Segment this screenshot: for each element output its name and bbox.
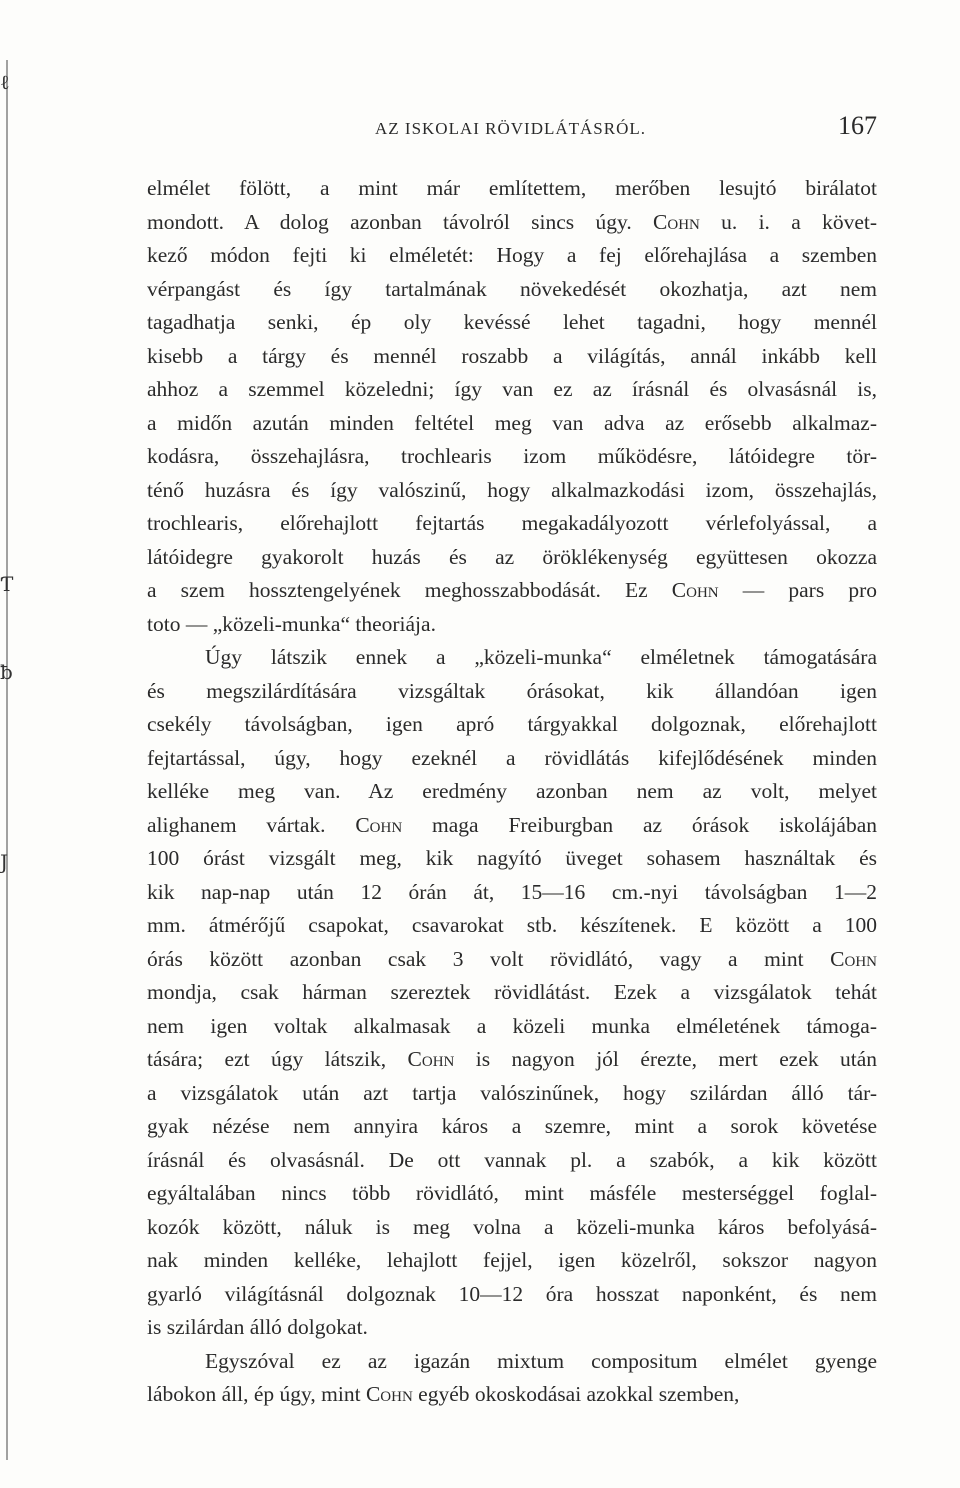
- text-line: Úgy látszik ennek a „közeli-munka“ elméletnek támogatására: [205, 645, 877, 669]
- page-edge-shadow: [6, 60, 8, 1460]
- text-line: gyarló világításnál dolgoznak 10—12 óra hosszat naponként, és nem: [147, 1281, 877, 1306]
- text-line: és megszilárdítására vizsgáltak órásokat, kik állandóan igen: [147, 678, 877, 703]
- running-head: AZ ISKOLAI RÖVIDLÁTÁSRÓL.: [375, 119, 647, 138]
- page-number: 167: [838, 111, 877, 140]
- text-line: vérpangást és így tartalmának növekedését okozhatja, azt nem: [147, 276, 877, 301]
- text-line: ahhoz a szemmel közeledni; így van ez az írásnál és olvasásnál is,: [147, 377, 877, 401]
- text-line: kelléke meg van. Az eredmény azonban nem az volt, melyet: [147, 779, 877, 803]
- text-line: is szilárdan álló dolgokat.: [147, 1315, 368, 1339]
- page-header: [147, 111, 877, 145]
- text-line: kik nap-nap után 12 órán át, 15—16 cm.-nyi távolságban 1—2: [147, 879, 877, 904]
- text-line: kező módon fejti ki elméletét: Hogy a fej előrehajlása a szemben: [147, 243, 877, 267]
- text-line: toto — „közeli-munka“ theoriája.: [147, 611, 436, 636]
- text-line: a vizsgálatok után azt tartja valószinűnek, hogy szilárdan álló tár-: [147, 1080, 877, 1105]
- text-line: a szem hossztengelyének meghosszabbodását. Ez Cohn — pars pro: [147, 578, 877, 602]
- text-line: mondja, csak hárman szereztek rövidlátást. Ezek a vizsgálatok tehát: [147, 980, 877, 1004]
- paragraph: [147, 1345, 877, 1412]
- text-line: kozók között, náluk is meg volna a közeli-munka káros befolyásá-: [147, 1214, 877, 1239]
- margin-mark: ℓ: [0, 70, 10, 94]
- text-line: fejtartással, úgy, hogy ezeknél a rövidlátás kifejlődésének minden: [147, 745, 877, 770]
- text-line: egyáltalában nincs több rövidlátó, mint másféle mesterséggel foglal-: [147, 1181, 877, 1205]
- text-line: a midőn azután minden feltétel meg van adva az erősebb alkalmaz-: [147, 410, 877, 435]
- text-line: kodásra, összehajlásra, trochlearis izom működésre, látóidegre tör-: [147, 444, 877, 468]
- text-line: tására; ezt úgy látszik, Cohn is nagyon jól érezte, mert ezek után: [147, 1047, 877, 1071]
- text-line: órás között azonban csak 3 volt rövidlátó, vagy a mint Cohn: [147, 946, 877, 971]
- margin-mark: ƀ: [0, 660, 13, 684]
- text-line: 100 órást vizsgált meg, kik nagyító üveget sohasem használtak és: [147, 846, 877, 870]
- text-line: Egyszóval ez az igazán mixtum compositum elmélet gyenge: [205, 1348, 877, 1373]
- text-line: elmélet fölött, a mint már említettem, merőben lesujtó birálatot: [147, 176, 877, 200]
- text-line: mondott. A dolog azonban távolról sincs úgy. Cohn u. i. a követ-: [147, 209, 878, 234]
- text-line: gyak nézése nem annyira káros a szemre, mint a sorok követése: [147, 1114, 877, 1138]
- text-line: mm. átmérőjű csapokat, csavarokat stb. készítenek. E között a 100: [147, 913, 877, 937]
- paragraph: [147, 641, 877, 1345]
- text-line: nem igen voltak alkalmasak a közeli munka elméletének támoga-: [147, 1013, 877, 1038]
- paragraph: [147, 172, 877, 641]
- text-line: trochlearis, előrehajlott fejtartás megakadályozott vérlefolyással, a: [147, 511, 877, 535]
- text-line: tagadhatja senki, ép oly kevéssé lehet tagadni, hogy mennél: [147, 310, 877, 334]
- text-line: kisebb a tárgy és mennél roszabb a világítás, annál inkább kell: [147, 343, 877, 368]
- text-line: lábokon áll, ép úgy, mint Cohn egyéb okoskodásai azokkal szemben,: [147, 1382, 740, 1406]
- margin-mark: Ј: [0, 850, 9, 874]
- text-line: nak minden kelléke, lehajlott fejjel, igen közelről, sokszor nagyon: [147, 1248, 877, 1272]
- text-line: írásnál és olvasásnál. De ott vannak pl. a szabók, a kik között: [147, 1147, 877, 1172]
- text-line: látóidegre gyakorolt huzás és az öröklékenység együttesen okozza: [147, 544, 877, 569]
- margin-mark: Ƭ: [0, 572, 14, 596]
- text-line: alighanem vártak. Cohn maga Freiburgban az órások iskolájában: [147, 812, 877, 837]
- text-line: ténő huzásra és így valószinű, hogy alkalmazkodási izom, összehajlás,: [147, 477, 877, 502]
- body-text: [147, 172, 877, 1412]
- text-line: csekély távolságban, igen apró tárgyakkal dolgoznak, előrehajlott: [147, 712, 877, 736]
